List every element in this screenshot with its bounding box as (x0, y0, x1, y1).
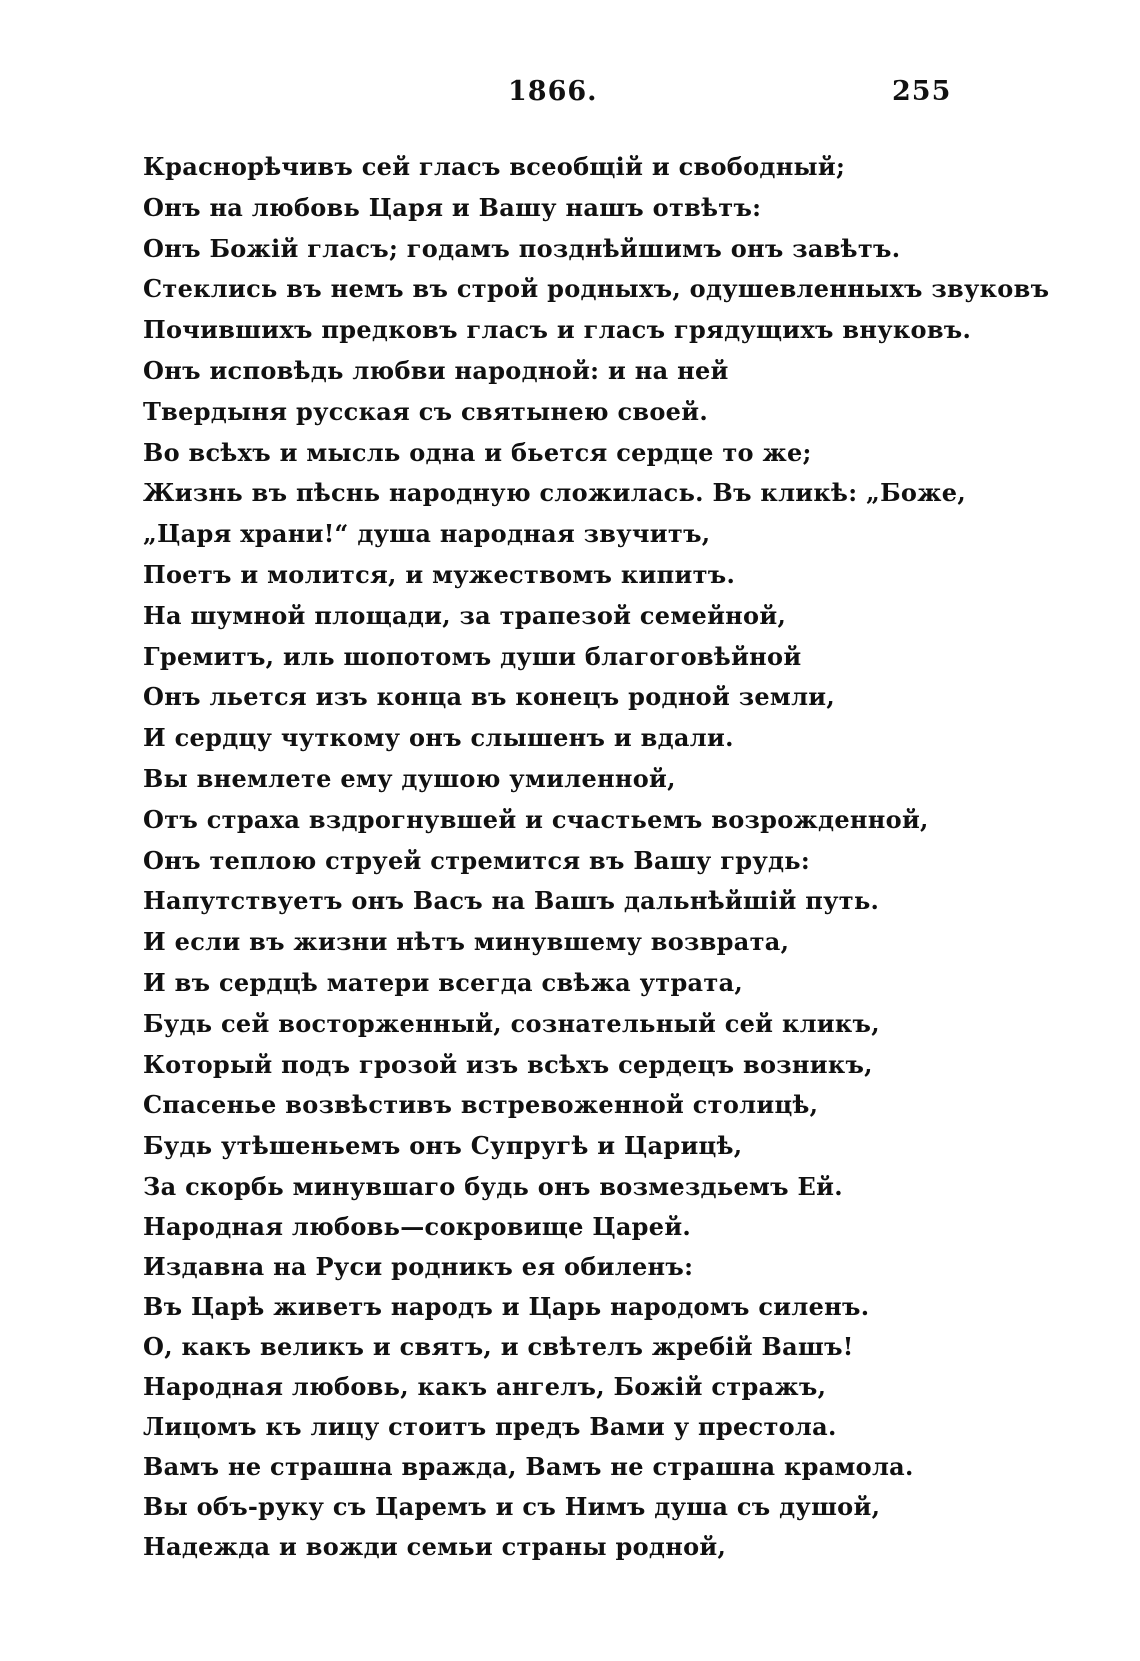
poem-line: На шумной площади, за трапезой семейной, (143, 600, 787, 630)
poem-line: Жизнь въ пѣснь народную сложилась. Въ кликѣ: „Боже, (143, 478, 966, 508)
poem-line: Въ Царѣ живетъ народъ и Царь народомъ силенъ. (143, 1292, 870, 1321)
poem-line: Онъ на любовь Царя и Вашу нашъ отвѣтъ: (143, 192, 762, 222)
poem-line: Лицомъ къ лицу стоитъ предъ Вами у престола. (143, 1412, 837, 1441)
poem-line: Народная любовь—сокровище Царей. (143, 1212, 692, 1241)
poem-line: Онъ Божій гласъ; годамъ позднѣйшимъ онъ завѣтъ. (143, 233, 901, 263)
stanza-1 (143, 147, 1050, 1208)
poem-line: Во всѣхъ и мысль одна и бьется сердце то же; (143, 437, 812, 467)
poem-line: За скорбь минувшаго будь онъ возмездьемъ Ей. (143, 1171, 843, 1201)
poem-line: Вы внемлете ему душою умиленной, (143, 763, 676, 793)
poem-line: Отъ страха вздрогнувшей и счастьемъ возрожденной, (143, 804, 929, 834)
poem-line: Спасенье возвѣстивъ встревоженной столицѣ, (143, 1090, 819, 1120)
poem-line: Народная любовь, какъ ангелъ, Божій стражъ, (143, 1372, 827, 1401)
poem-line: Поетъ и молится, и мужествомъ кипитъ. (143, 559, 736, 589)
stanza-2 (143, 1207, 1043, 1567)
poem-line: Стеклись въ немъ въ строй родныхъ, одушевленныхъ звуковъ (143, 274, 1050, 304)
poem-line: Онъ льется изъ конца въ конецъ родной земли, (143, 682, 836, 712)
poem-line: Будь утѣшеньемъ онъ Супругѣ и Царицѣ, (143, 1131, 743, 1161)
poem-line: Краснорѣчивъ сей гласъ всеобщій и свободный; (143, 152, 846, 181)
poem-line: Напутствуетъ онъ Васъ на Вашъ дальнѣйшій путь. (143, 886, 880, 916)
poem-line: Который подъ грозой изъ всѣхъ сердецъ возникъ, (143, 1049, 873, 1079)
poem-line: Онъ исповѣдь любви народной: и на ней (143, 355, 729, 385)
poem-line: И въ сердцѣ матери всегда свѣжа утрата, (143, 967, 744, 997)
poem-line: Почившихъ предковъ гласъ и гласъ грядущихъ внуковъ. (143, 315, 972, 345)
poem-line: И сердцу чуткому онъ слышенъ и вдали. (143, 723, 734, 753)
poem-line: Вы объ-руку съ Царемъ и съ Нимъ душа съ душой, (143, 1492, 881, 1521)
poem-line: О, какъ великъ и святъ, и свѣтелъ жребій Вашъ! (143, 1332, 854, 1361)
poem-line: Твердыня русская съ святынею своей. (143, 396, 708, 426)
poem-line: Будь сей восторженный, сознательный сей кликъ, (143, 1008, 880, 1038)
poem-line: Гремитъ, иль шопотомъ души благоговѣйной (143, 641, 802, 671)
header-year: 1866. (508, 76, 598, 107)
poem-line: „Царя храни!“ душа народная звучитъ, (143, 519, 711, 549)
page-number: 255 (892, 76, 952, 107)
poem-line: Онъ теплою струей стремится въ Вашу грудь: (143, 845, 811, 875)
poem-line: Издавна на Руси родникъ ея обиленъ: (143, 1252, 694, 1281)
poem-line: И если въ жизни нѣтъ минувшему возврата, (143, 927, 790, 957)
poem-line: Вамъ не страшна вражда, Вамъ не страшна крамола. (143, 1452, 914, 1481)
running-header (0, 76, 1140, 116)
poem-line: Надежда и вожди семьи страны родной, (143, 1532, 727, 1561)
